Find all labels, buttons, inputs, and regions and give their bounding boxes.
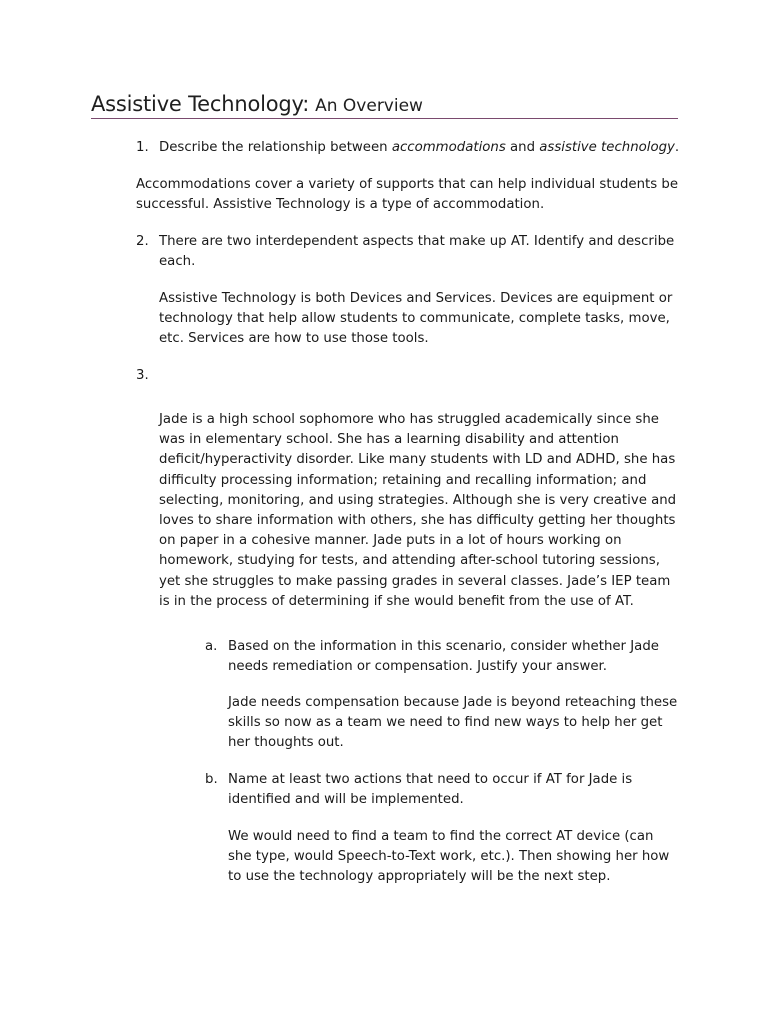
q1-number: 1. [136, 140, 149, 155]
q3a-answer: Jade needs compensation because Jade is beyond reteaching these skills so now as a team we need to find new ways to help her get her thoughts out. [228, 695, 678, 751]
q1-term-assistive-technology: assistive technology [539, 140, 675, 155]
q3-scenario: Jade is a high school sophomore who has struggled academically since she was in elementary school. She has a learning disability and attention deficit/hyperactivity disorder. Like many students with LD and ADHD, she has difficulty processing information; retaining and recalling information; and selecting, monitoring, and using strategies. Although she is very creative and loves to share information with others, she has difficulty getting her thoughts on paper in a cohesive manner. Jade puts in a lot of hours working on homework, studying for tests, and attending after-school tutoring sessions, yet she struggles to make passing grades in several classes. Jade’s IEP team is in the process of determining if she would benefit from the use of AT. [159, 412, 677, 609]
title-subtitle: An Overview [315, 96, 423, 116]
q2-question: There are two interdependent aspects that make up AT. Identify and describe each. [159, 234, 675, 270]
q3b-letter: b. [205, 772, 218, 787]
q2-number: 2. [136, 234, 149, 249]
q1-middle: and [505, 140, 540, 155]
q1-answer: Accommodations cover a variety of supports that can help individual students be successful. Assistive Technology is a type of accommodation. [136, 177, 679, 213]
q1-question [159, 138, 689, 158]
q1-suffix: . [674, 140, 680, 155]
q3-number: 3. [136, 368, 149, 383]
q1-term-accommodations: accommodations [391, 140, 506, 155]
q3b-question: Name at least two actions that need to occur if AT for Jade is identified and will be implemented. [228, 772, 633, 808]
q3a-question: Based on the information in this scenario, consider whether Jade needs remediation or compensation. Justify your answer. [228, 639, 659, 675]
title-main: Assistive Technology: [91, 92, 310, 116]
q2-answer: Assistive Technology is both Devices and Services. Devices are equipment or technology that help allow students to communicate, complete tasks, move, etc. Services are how to use those tools. [159, 291, 673, 347]
q1-prefix: Describe the relationship between [159, 140, 392, 155]
q3b-answer: We would need to find a team to find the correct AT device (can she type, would Speech-to-Text work, etc.). Then showing her how to use the technology appropriately will be the next step. [228, 829, 670, 885]
q3a-letter: a. [205, 639, 218, 654]
document-title [91, 92, 678, 119]
